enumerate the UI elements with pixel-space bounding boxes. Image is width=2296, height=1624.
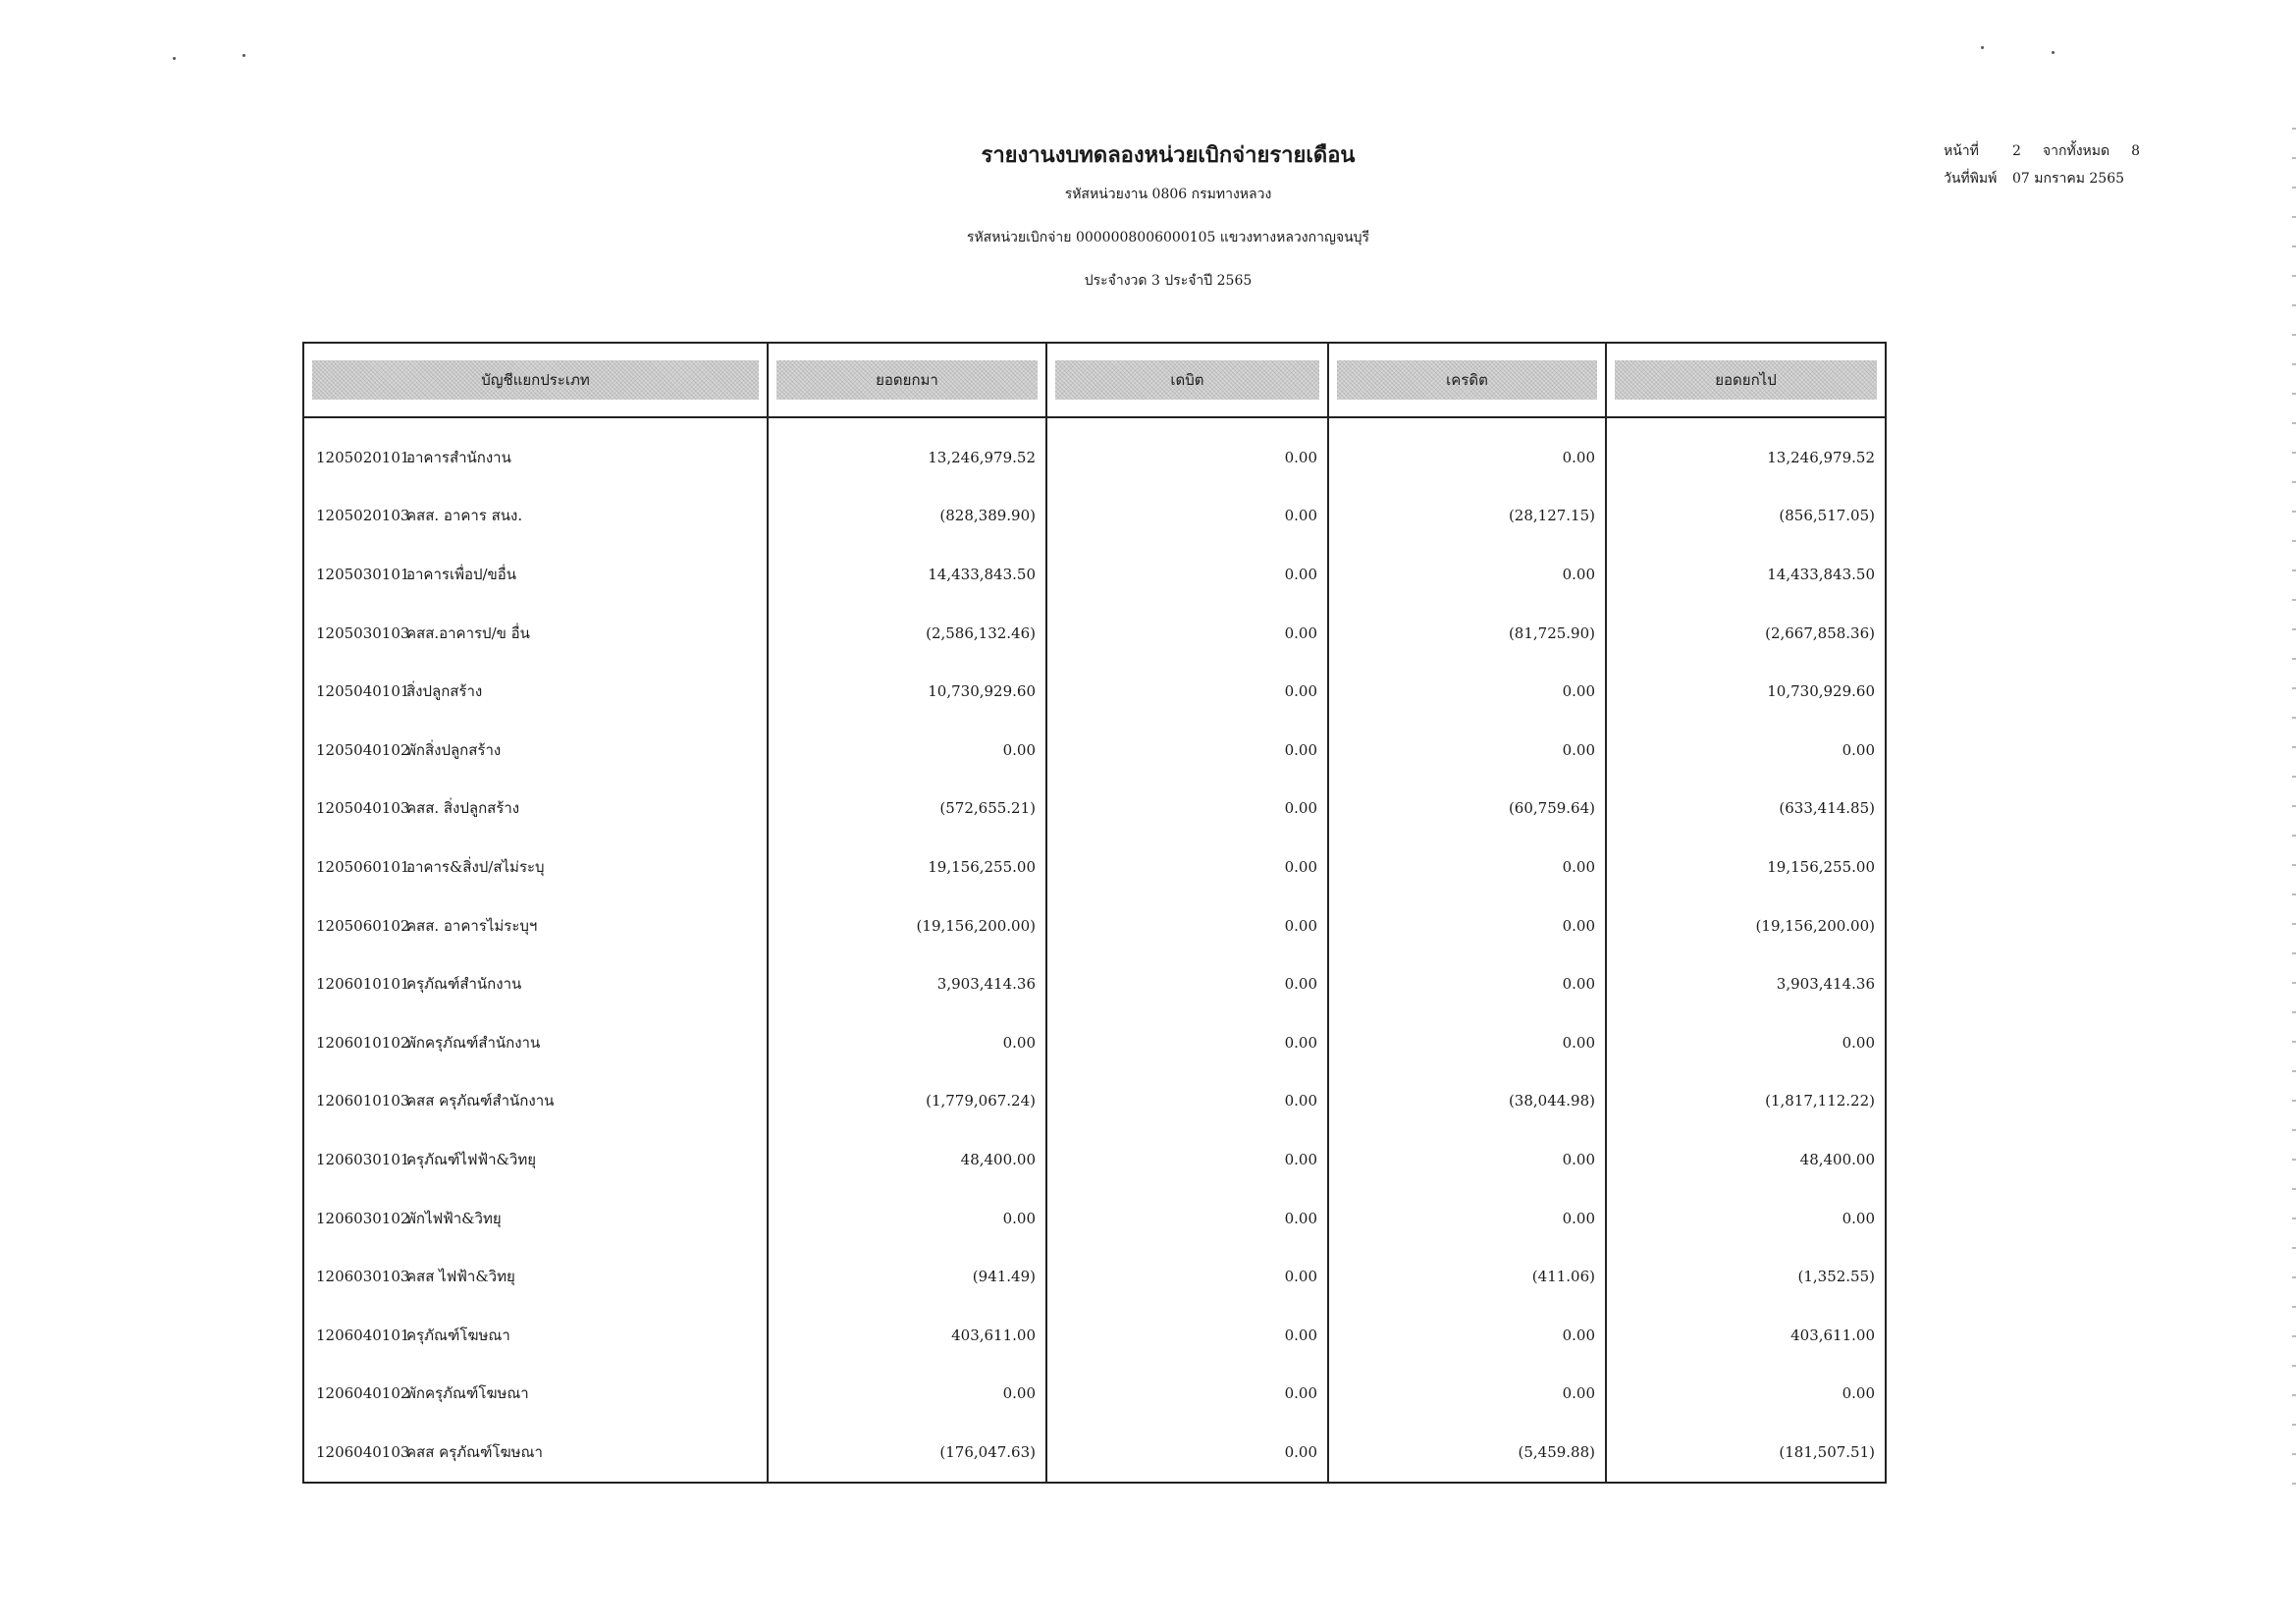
debit-cell: 0.00 bbox=[1046, 487, 1328, 546]
account-cell bbox=[303, 1365, 768, 1424]
account-code: 1206040102 bbox=[316, 1384, 410, 1403]
account-cell bbox=[303, 721, 768, 780]
account-name: พักครุภัณฑ์สำนักงาน bbox=[406, 1033, 541, 1052]
total-pages: 8 bbox=[2131, 143, 2140, 159]
account-cell bbox=[303, 1072, 768, 1131]
carried-forward-cell: (181,507.51) bbox=[1606, 1423, 1886, 1483]
table-header-row bbox=[303, 343, 1886, 417]
account-cell bbox=[303, 662, 768, 721]
carried-forward-cell: 3,903,414.36 bbox=[1606, 954, 1886, 1013]
credit-cell: 0.00 bbox=[1328, 662, 1606, 721]
period-line: ประจำงวด 3 ประจำปี 2565 bbox=[1084, 273, 1253, 289]
credit-cell: (81,725.90) bbox=[1328, 604, 1606, 663]
brought-forward-cell: 0.00 bbox=[768, 1189, 1046, 1248]
table-row bbox=[303, 1247, 1886, 1306]
account-cell bbox=[303, 896, 768, 955]
credit-cell: (28,127.15) bbox=[1328, 487, 1606, 546]
credit-cell: (38,044.98) bbox=[1328, 1072, 1606, 1131]
column-header: ยอดยกมา bbox=[768, 343, 1046, 417]
credit-cell: 0.00 bbox=[1328, 1365, 1606, 1424]
agency-line: รหัสหน่วยงาน 0806 กรมทางหลวง bbox=[1064, 187, 1272, 202]
table-row bbox=[303, 1013, 1886, 1072]
carried-forward-cell: 403,611.00 bbox=[1606, 1306, 1886, 1365]
table-row bbox=[303, 1072, 1886, 1131]
scan-speck bbox=[173, 57, 176, 60]
account-name: ครุภัณฑ์ไฟฟ้า&วิทยุ bbox=[406, 1150, 537, 1168]
account-code: 1205060101 bbox=[316, 857, 410, 876]
debit-cell: 0.00 bbox=[1046, 1306, 1328, 1365]
account-cell bbox=[303, 545, 768, 604]
account-code: 1206030102 bbox=[316, 1209, 410, 1227]
brought-forward-cell: 0.00 bbox=[768, 1365, 1046, 1424]
credit-cell: (5,459.88) bbox=[1328, 1423, 1606, 1483]
account-code: 1205040102 bbox=[316, 740, 410, 759]
brought-forward-cell: 0.00 bbox=[768, 1013, 1046, 1072]
debit-cell: 0.00 bbox=[1046, 954, 1328, 1013]
debit-cell: 0.00 bbox=[1046, 838, 1328, 896]
account-code: 1206040103 bbox=[316, 1442, 410, 1461]
account-cell bbox=[303, 838, 768, 896]
carried-forward-cell: 0.00 bbox=[1606, 721, 1886, 780]
debit-cell: 0.00 bbox=[1046, 1365, 1328, 1424]
table-row bbox=[303, 487, 1886, 546]
carried-forward-cell: 10,730,929.60 bbox=[1606, 662, 1886, 721]
table-body bbox=[303, 417, 1886, 1483]
table-row bbox=[303, 662, 1886, 721]
total-label: จากทั้งหมด bbox=[2042, 143, 2110, 159]
brought-forward-cell: 10,730,929.60 bbox=[768, 662, 1046, 721]
credit-cell: (411.06) bbox=[1328, 1247, 1606, 1306]
carried-forward-cell: (1,352.55) bbox=[1606, 1247, 1886, 1306]
account-cell bbox=[303, 1189, 768, 1248]
brought-forward-cell: 0.00 bbox=[768, 721, 1046, 780]
account-cell bbox=[303, 954, 768, 1013]
table-row bbox=[303, 838, 1886, 896]
print-date-label: วันที่พิมพ์ bbox=[1944, 171, 1998, 187]
account-cell bbox=[303, 1130, 768, 1189]
credit-cell: 0.00 bbox=[1328, 1013, 1606, 1072]
brought-forward-cell: (176,047.63) bbox=[768, 1423, 1046, 1483]
debit-cell: 0.00 bbox=[1046, 1247, 1328, 1306]
credit-cell: 0.00 bbox=[1328, 1306, 1606, 1365]
account-cell bbox=[303, 1013, 768, 1072]
brought-forward-cell: (2,586,132.46) bbox=[768, 604, 1046, 663]
scan-speck bbox=[1981, 46, 1984, 49]
column-header: เดบิต bbox=[1046, 343, 1328, 417]
carried-forward-cell: (856,517.05) bbox=[1606, 487, 1886, 546]
debit-cell: 0.00 bbox=[1046, 545, 1328, 604]
table-row bbox=[303, 604, 1886, 663]
account-code: 1206040101 bbox=[316, 1326, 410, 1344]
print-date: 07 มกราคม 2565 bbox=[2012, 171, 2125, 187]
credit-cell: 0.00 bbox=[1328, 954, 1606, 1013]
table-row bbox=[303, 417, 1886, 487]
account-name: อาคาร&สิ่งป/สไม่ระบุ bbox=[406, 857, 545, 876]
account-code: 1206030103 bbox=[316, 1268, 410, 1286]
account-cell bbox=[303, 780, 768, 839]
column-header: เครดิต bbox=[1328, 343, 1606, 417]
carried-forward-cell: (2,667,858.36) bbox=[1606, 604, 1886, 663]
account-code: 1206010102 bbox=[316, 1033, 410, 1052]
carried-forward-cell: 13,246,979.52 bbox=[1606, 417, 1886, 487]
debit-cell: 0.00 bbox=[1046, 662, 1328, 721]
table-row bbox=[303, 1306, 1886, 1365]
debit-cell: 0.00 bbox=[1046, 604, 1328, 663]
account-name: สิ่งปลูกสร้าง bbox=[406, 682, 483, 701]
scan-speck bbox=[2052, 51, 2055, 54]
account-name: อาคารเพื่อป/ขอื่น bbox=[406, 565, 517, 583]
brought-forward-cell: (572,655.21) bbox=[768, 780, 1046, 839]
account-cell bbox=[303, 417, 768, 487]
credit-cell: 0.00 bbox=[1328, 721, 1606, 780]
account-code: 1206030101 bbox=[316, 1150, 410, 1168]
account-name: คสส ครุภัณฑ์สำนักงาน bbox=[406, 1092, 555, 1110]
brought-forward-cell: 14,433,843.50 bbox=[768, 545, 1046, 604]
table-row bbox=[303, 1130, 1886, 1189]
account-name: อาคารสำนักงาน bbox=[406, 448, 511, 466]
table-row bbox=[303, 721, 1886, 780]
account-code: 1206010101 bbox=[316, 975, 410, 994]
brought-forward-cell: 13,246,979.52 bbox=[768, 417, 1046, 487]
table-row bbox=[303, 1423, 1886, 1483]
account-name: พักครุภัณฑ์โฆษณา bbox=[406, 1384, 529, 1403]
carried-forward-cell: (19,156,200.00) bbox=[1606, 896, 1886, 955]
page-number: 2 bbox=[2012, 143, 2021, 159]
debit-cell: 0.00 bbox=[1046, 721, 1328, 780]
debit-cell: 0.00 bbox=[1046, 1189, 1328, 1248]
brought-forward-cell: (19,156,200.00) bbox=[768, 896, 1046, 955]
table-row bbox=[303, 954, 1886, 1013]
account-code: 1205040101 bbox=[316, 682, 410, 701]
carried-forward-cell: 19,156,255.00 bbox=[1606, 838, 1886, 896]
carried-forward-cell: 0.00 bbox=[1606, 1189, 1886, 1248]
table-row bbox=[303, 545, 1886, 604]
table-row bbox=[303, 1365, 1886, 1424]
carried-forward-cell: (1,817,112.22) bbox=[1606, 1072, 1886, 1131]
account-cell bbox=[303, 1423, 768, 1483]
scan-edge bbox=[2292, 128, 2296, 1502]
trial-balance-table bbox=[302, 342, 1887, 1484]
table-row bbox=[303, 1189, 1886, 1248]
account-cell bbox=[303, 1247, 768, 1306]
account-code: 1206010103 bbox=[316, 1092, 410, 1110]
page-meta bbox=[1944, 137, 2140, 192]
account-code: 1205020103 bbox=[316, 507, 410, 525]
credit-cell: 0.00 bbox=[1328, 545, 1606, 604]
credit-cell: 0.00 bbox=[1328, 1130, 1606, 1189]
report-title-block bbox=[766, 137, 1571, 292]
account-code: 1205040103 bbox=[316, 799, 410, 818]
account-name: คสส ไฟฟ้า&วิทยุ bbox=[406, 1268, 515, 1286]
account-name: คสส.อาคารป/ข อื่น bbox=[406, 623, 530, 642]
account-name: พักสิ่งปลูกสร้าง bbox=[406, 740, 502, 759]
brought-forward-cell: 3,903,414.36 bbox=[768, 954, 1046, 1013]
brought-forward-cell: 403,611.00 bbox=[768, 1306, 1046, 1365]
credit-cell: 0.00 bbox=[1328, 838, 1606, 896]
scan-speck bbox=[242, 54, 245, 57]
account-name: พักไฟฟ้า&วิทยุ bbox=[406, 1209, 502, 1227]
page-info bbox=[1944, 137, 2140, 165]
debit-cell: 0.00 bbox=[1046, 1072, 1328, 1131]
carried-forward-cell: 14,433,843.50 bbox=[1606, 545, 1886, 604]
table-row bbox=[303, 780, 1886, 839]
brought-forward-cell: (828,389.90) bbox=[768, 487, 1046, 546]
account-code: 1205020101 bbox=[316, 448, 410, 466]
debit-cell: 0.00 bbox=[1046, 1013, 1328, 1072]
disbursing-unit-line: รหัสหน่วยเบิกจ่าย 0000008006000105 แขวงทางหลวงกาญจนบุรี bbox=[966, 230, 1370, 245]
debit-cell: 0.00 bbox=[1046, 896, 1328, 955]
column-header: บัญชีแยกประเภท bbox=[303, 343, 768, 417]
account-code: 1205060102 bbox=[316, 916, 410, 935]
account-name: ครุภัณฑ์โฆษณา bbox=[406, 1326, 510, 1344]
brought-forward-cell: 48,400.00 bbox=[768, 1130, 1046, 1189]
account-cell bbox=[303, 604, 768, 663]
carried-forward-cell: 48,400.00 bbox=[1606, 1130, 1886, 1189]
account-name: คสส ครุภัณฑ์โฆษณา bbox=[406, 1442, 543, 1461]
debit-cell: 0.00 bbox=[1046, 417, 1328, 487]
brought-forward-cell: 19,156,255.00 bbox=[768, 838, 1046, 896]
carried-forward-cell: 0.00 bbox=[1606, 1365, 1886, 1424]
credit-cell: (60,759.64) bbox=[1328, 780, 1606, 839]
account-name: คสส. อาคารไม่ระบุฯ bbox=[406, 916, 538, 935]
debit-cell: 0.00 bbox=[1046, 1130, 1328, 1189]
account-code: 1205030101 bbox=[316, 565, 410, 583]
account-name: คสส. อาคาร สนง. bbox=[406, 507, 523, 525]
column-header: ยอดยกไป bbox=[1606, 343, 1886, 417]
print-date-info bbox=[1944, 165, 2140, 192]
debit-cell: 0.00 bbox=[1046, 1423, 1328, 1483]
report-title: รายงานงบทดลองหน่วยเบิกจ่ายรายเดือน bbox=[981, 142, 1356, 168]
credit-cell: 0.00 bbox=[1328, 896, 1606, 955]
table-row bbox=[303, 896, 1886, 955]
account-name: คสส. สิ่งปลูกสร้าง bbox=[406, 799, 520, 818]
account-name: ครุภัณฑ์สำนักงาน bbox=[406, 975, 522, 994]
carried-forward-cell: 0.00 bbox=[1606, 1013, 1886, 1072]
carried-forward-cell: (633,414.85) bbox=[1606, 780, 1886, 839]
account-cell bbox=[303, 1306, 768, 1365]
credit-cell: 0.00 bbox=[1328, 417, 1606, 487]
account-cell bbox=[303, 487, 768, 546]
credit-cell: 0.00 bbox=[1328, 1189, 1606, 1248]
brought-forward-cell: (941.49) bbox=[768, 1247, 1046, 1306]
page-label: หน้าที่ bbox=[1944, 143, 1979, 159]
brought-forward-cell: (1,779,067.24) bbox=[768, 1072, 1046, 1131]
debit-cell: 0.00 bbox=[1046, 780, 1328, 839]
account-code: 1205030103 bbox=[316, 623, 410, 642]
